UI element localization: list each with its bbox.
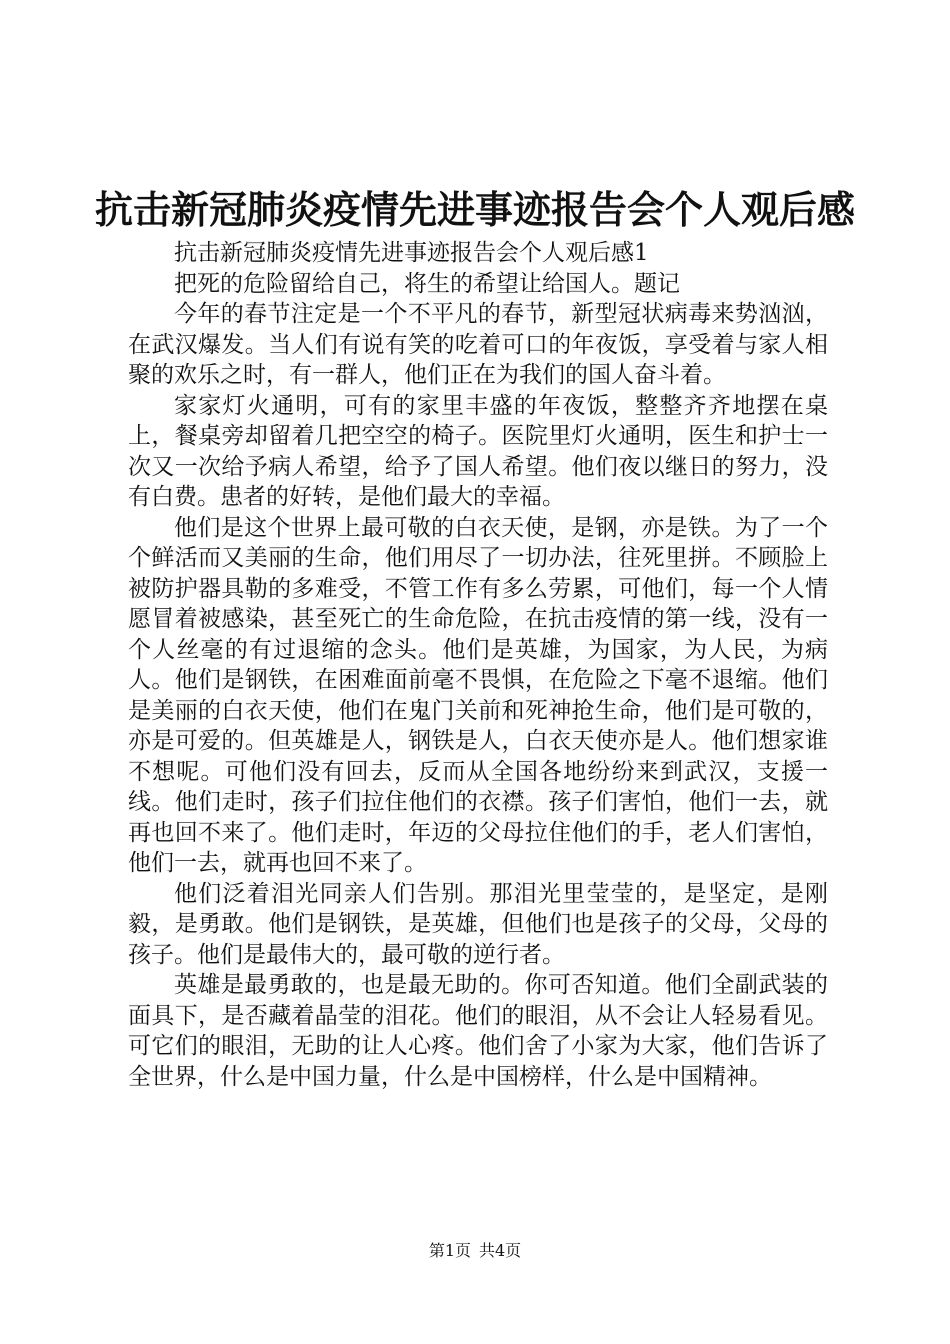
paragraph: 他们泛着泪光同亲人们告别。那泪光里莹莹的，是坚定，是刚毅，是勇敢。他们是钢铁，是英雄，但他们也是孩子的父母，父母的孩子。他们是最伟大的，最可敬的逆行者。 — [128, 880, 828, 968]
paragraph: 他们是这个世界上最可敬的白衣天使，是钢，亦是铁。为了一个个鲜活而又美丽的生命，他们用尽了一切办法，往死里拼。不顾脸上被防护器具勒的多难受，不管工作有多么劳累，可他们，每一个人情愿冒着被感染，甚至死亡的生命危险，在抗击疫情的第一线，没有一个人丝毫的有过退缩的念头。他们是英雄，为国家，为人民，为病人。他们是钢铁，在困难面前毫不畏惧，在危险之下毫不退缩。他们是美丽的白衣天使，他们在鬼门关前和死神抢生命，他们是可敬的，亦是可爱的。但英雄是人，钢铁是人，白衣天使亦是人。他们想家谁不想呢。可他们没有回去，反而从全国各地纷纷来到武汉，支援一线。他们走时，孩子们拉住他们的衣襟。孩子们害怕，他们一去，就再也回不来了。他们走时，年迈的父母拉住他们的手，老人们害怕，他们一去，就再也回不来了。 — [128, 514, 828, 876]
paragraph: 今年的春节注定是一个不平凡的春节，新型冠状病毒来势汹汹，在武汉爆发。当人们有说有笑的吃着可口的年夜饭，享受着与家人相聚的欢乐之时，有一群人，他们正在为我们的国人奋斗着。 — [128, 301, 828, 388]
page-number: 第1页 — [428, 1241, 471, 1260]
paragraph: 英雄是最勇敢的，也是最无助的。你可否知道。他们全副武装的面具下，是否藏着晶莹的泪花。他们的眼泪，从不会让人轻易看见。可它们的眼泪，无助的让人心疼。他们舍了小家为大家，他们告诉了全世界，什么是中国力量，什么是中国榜样，什么是中国精神。 — [128, 972, 828, 1090]
document-title: 抗击新冠肺炎疫情先进事迹报告会个人观后感 — [94, 187, 855, 232]
paragraph: 家家灯火通明，可有的家里丰盛的年夜饭，整整齐齐地摆在桌上，餐桌旁却留着几把空空的椅子。医院里灯火通明，医生和护士一次又一次给予病人希望，给予了国人希望。他们夜以继日的努力，没有白费。患者的好转，是他们最大的幸福。 — [128, 392, 828, 510]
page-footer — [0, 1240, 950, 1262]
page-total: 共4页 — [479, 1241, 522, 1260]
paragraph-subtitle: 抗击新冠肺炎疫情先进事迹报告会个人观后感1 — [174, 240, 649, 266]
document-body — [128, 238, 828, 1092]
paragraph-epigraph: 把死的危险留给自己，将生的希望让给国人。题记 — [174, 270, 680, 297]
